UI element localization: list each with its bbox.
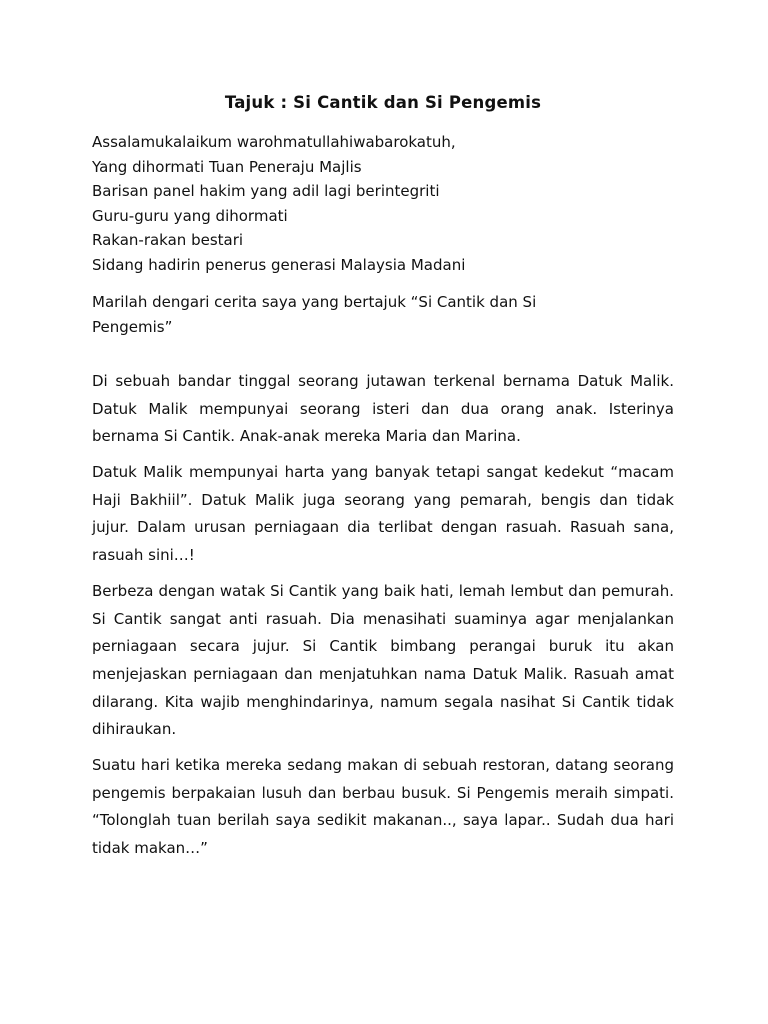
- document-title: Tajuk : Si Cantik dan Si Pengemis: [224, 93, 542, 112]
- greeting-line: Guru-guru yang dihormati: [92, 206, 288, 225]
- greeting-line: Assalamukalaikum warohmatullahiwabarokatuh,: [92, 133, 456, 151]
- story-paragraph: Di sebuah bandar tinggal seorang jutawan terkenal bernama Datuk Malik. Datuk Malik mempunyai seorang isteri dan dua orang anak. Isterinya bernama Si Cantik. Anak-anak mereka Maria dan Marina.: [92, 372, 674, 446]
- greeting-line: Yang dihormati Tuan Peneraju Majlis: [92, 157, 362, 176]
- greetings-list: [92, 130, 674, 277]
- story-paragraph: Suatu hari ketika mereka sedang makan di sebuah restoran, datang seorang pengemis berpakaian lusuh dan berbau busuk. Si Pengemis meraih simpati. “Tolonglah tuan berilah saya sedikit makanan.., saya lapar.. Sudah dua hari tidak makan…”: [92, 756, 674, 857]
- story-paragraph: Datuk Malik mempunyai harta yang banyak tetapi sangat kedekut “macam Haji Bakhiil”. Datuk Malik juga seorang yang pemarah, bengis dan tidak jujur. Dalam urusan perniagaan dia terlibat dengan rasuah. Rasuah sana, rasuah sini…!: [92, 463, 674, 565]
- greeting-line: Rakan-rakan bestari: [92, 231, 244, 249]
- greeting-line: Sidang hadirin penerus generasi Malaysia Madani: [92, 255, 466, 274]
- story-body: [92, 368, 674, 863]
- intro-paragraph: Marilah dengari cerita saya yang bertajuk “Si Cantik dan Si Pengemis”: [92, 293, 537, 336]
- story-paragraph: Berbeza dengan watak Si Cantik yang baik hati, lemah lembut dan pemurah. Si Cantik sangat anti rasuah. Dia menasihati suaminya agar menjalankan perniagaan secara jujur. Si Cantik bimbang perangai buruk itu akan menjejaskan perniagaan dan menjatuhkan nama Datuk Malik. Rasuah amat dilarang. Kita wajib menghindarinya, namum segala nasihat Si Cantik tidak dihiraukan.: [92, 582, 674, 739]
- document-page: [92, 90, 674, 871]
- greeting-line: Barisan panel hakim yang adil lagi berintegriti: [92, 182, 440, 200]
